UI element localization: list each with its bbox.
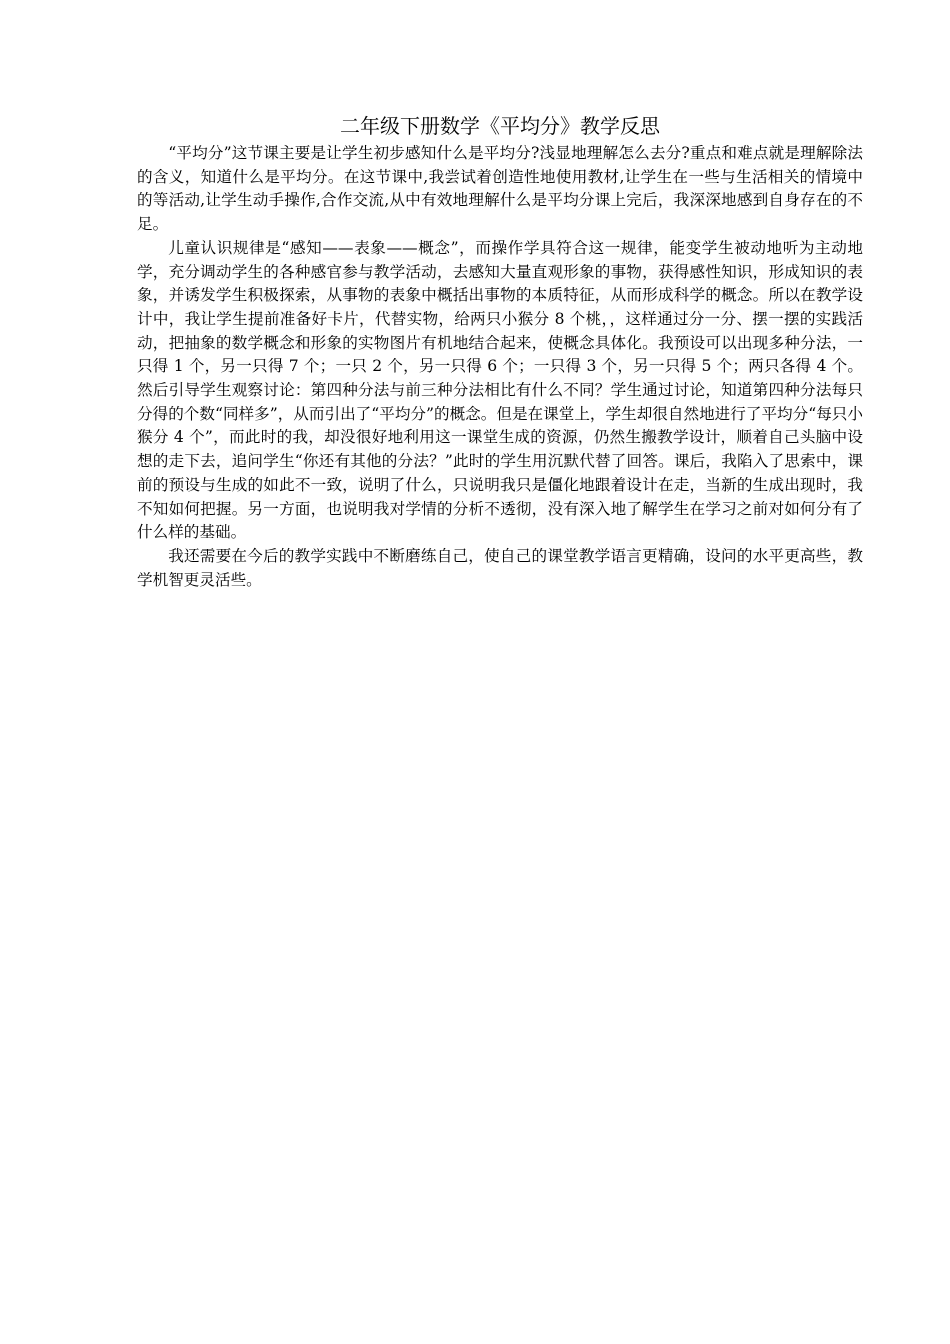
paragraph-conclusion: 我还需要在今后的教学实践中不断磨练自己，使自己的课堂教学语言更精确，设问的水平更高些，教学机智更灵活些。 <box>137 546 863 589</box>
paragraph-main: 儿童认识规律是“感知——表象——概念”，而操作学具符合这一规律，能变学生被动地听为主动地学，充分调动学生的各种感官参与教学活动，去感知大量直观形象的事物，获得感性知识，形成知识的表象，并诱发学生积极探索，从事物的表象中概括出事物的本质特征，从而形成科学的概念。所以在教学设计中，我让学生提前准备好卡片，代替实物，给两只小猴分 8 个桃，，这样通过分一分、摆一摆的实践活动，把抽象的数学概念和形象的实物图片有机地结合起来，使概念具体化。我预设可以出现多种分法，一只得 1 个，另一只得 7 个；一只 2 个，另一只得 6 个；一只得 3 个，另一只得 5 个；两只各得 4 个。然后引导学生观察讨论：第四种分法与前三种分法相比有什么不同？学生通过讨论，知道第四种分法每只分得的个数“同样多”，从而引出了“平均分”的概念。但是在课堂上，学生却很自然地进行了平均分“每只小猴分 4 个”，而此时的我，却没很好地利用这一课堂生成的资源，仍然生搬教学设计，顺着自己头脑中设想的走下去，追问学生“你还有其他的分法？”此时的学生用沉默代替了回答。课后，我陷入了思索中，课前的预设与生成的如此不一致，说明了什么，只说明我只是僵化地跟着设计在走，当新的生成出现时，我不知如何把握。另一方面，也说明我对学情的分析不透彻，没有深入地了解学生在学习之前对如何分有了什么样的基础。 <box>137 238 863 542</box>
document-title: 二年级下册数学《平均分》教学反思 <box>340 114 660 138</box>
document-page <box>137 112 863 592</box>
paragraph-intro: “平均分”这节课主要是让学生初步感知什么是平均分?浅显地理解怎么去分?重点和难点就是理解除法的含义，知道什么是平均分。在这节课中,我尝试着创造性地使用教材,让学生在一些与生活相关的情境中的等活动,让学生动手操作,合作交流,从中有效地理解什么是平均分课上完后，我深深地感到自身存在的不足。 <box>137 144 863 234</box>
